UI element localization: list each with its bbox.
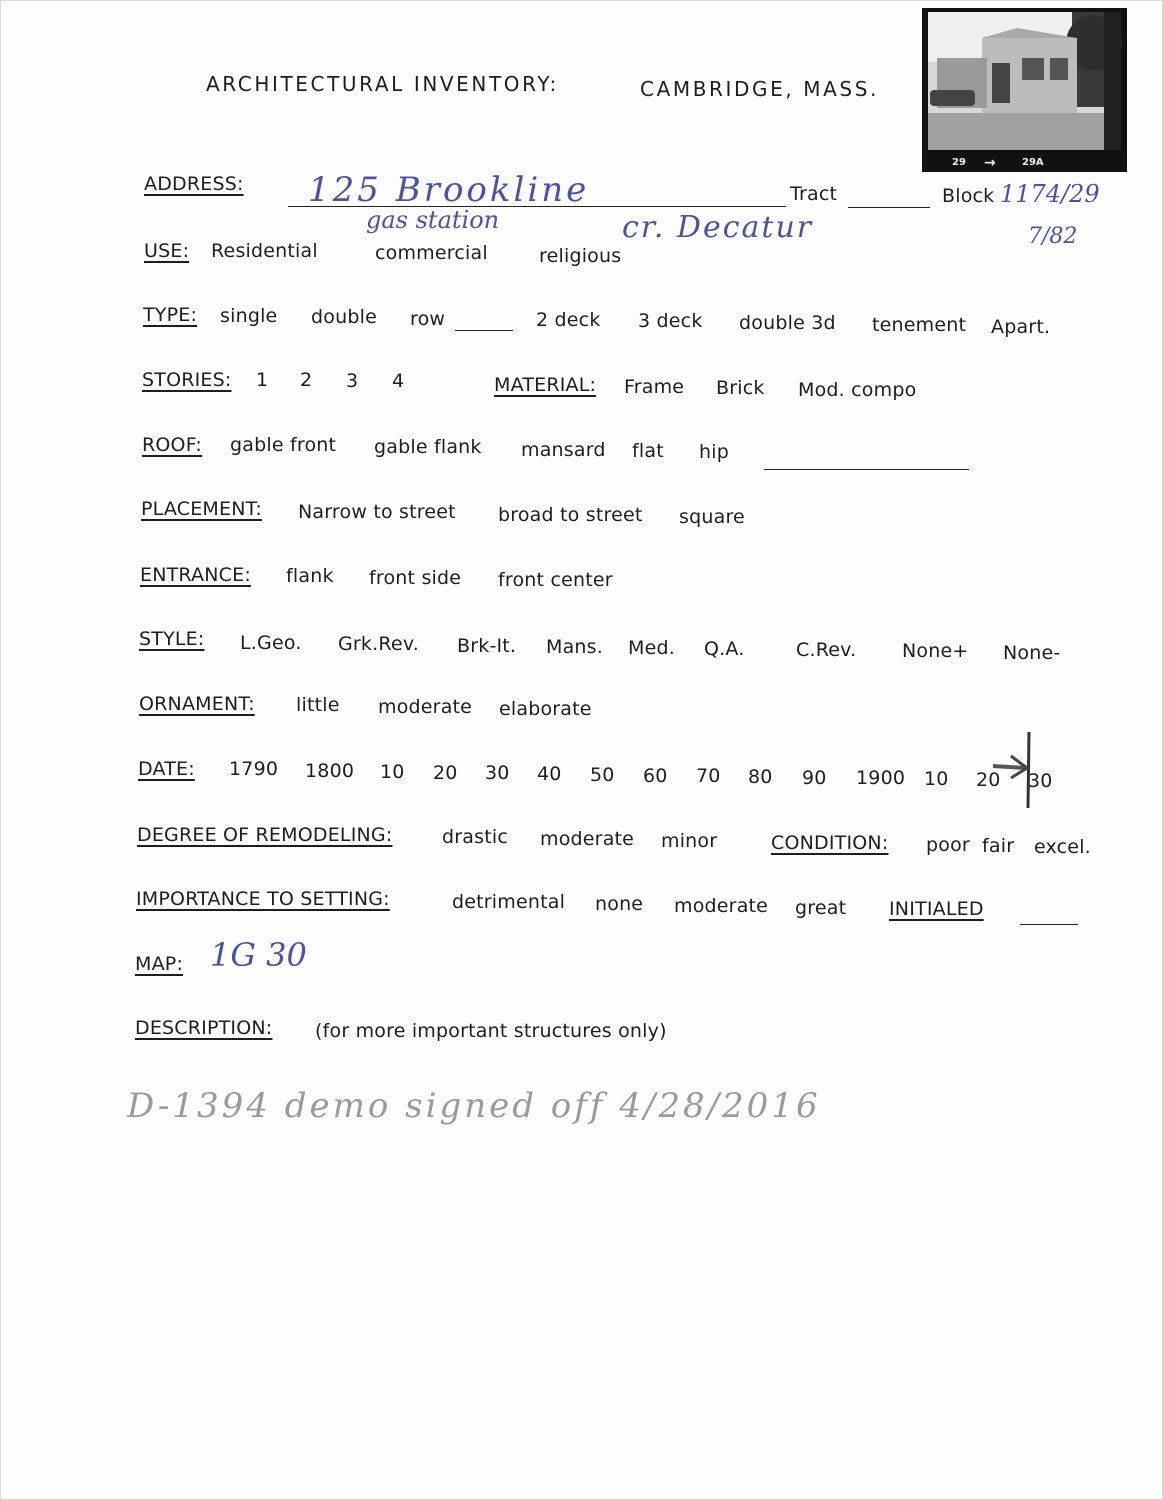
- date-option-80: 80: [748, 766, 773, 788]
- tract-line: [848, 207, 930, 208]
- entrance-option-front-side: front side: [369, 567, 462, 589]
- stories-option-2: 2: [300, 369, 313, 391]
- style-option-none-minus: None-: [1003, 642, 1061, 664]
- date-option-90: 90: [802, 767, 827, 789]
- ornament-label: ORNAMENT:: [139, 693, 255, 715]
- date-option-60: 60: [643, 765, 668, 787]
- style-label: STYLE:: [139, 628, 205, 650]
- date-option-1790: 1790: [229, 758, 279, 780]
- material-option-brick: Brick: [716, 377, 765, 399]
- style-option-none-plus: None+: [902, 640, 969, 662]
- form-title: ARCHITECTURAL INVENTORY:: [206, 72, 559, 96]
- type-option-tenement: tenement: [872, 314, 967, 336]
- use-label: USE:: [144, 240, 190, 262]
- roof-option-gable-flank: gable flank: [374, 436, 482, 458]
- placement-option-broad: broad to street: [498, 504, 643, 526]
- cross-street-note: cr. Decatur: [622, 210, 814, 245]
- description-note: (for more important structures only): [315, 1020, 667, 1042]
- roof-option-mansard: mansard: [521, 439, 606, 461]
- material-label: MATERIAL:: [494, 374, 597, 396]
- roof-option-flat: flat: [632, 440, 664, 462]
- remodeling-option-moderate: moderate: [540, 828, 635, 850]
- style-option-mans: Mans.: [546, 636, 604, 658]
- stories-label: STORIES:: [142, 369, 232, 391]
- type-option-single: single: [220, 305, 278, 327]
- style-option-grk-rev: Grk.Rev.: [338, 633, 420, 655]
- map-value: 1G 30: [210, 936, 307, 974]
- date-option-40: 40: [537, 763, 562, 785]
- initialed-line: [1020, 924, 1078, 925]
- type-option-apart: Apart.: [991, 316, 1051, 338]
- condition-label: CONDITION:: [771, 832, 889, 854]
- roof-other-line: [764, 469, 969, 470]
- placement-option-narrow: Narrow to street: [298, 501, 456, 523]
- date-option-1900: 1900: [856, 767, 906, 789]
- address-value: 125 Brookline: [308, 170, 590, 210]
- date-arrow-mark-icon: [985, 728, 1045, 810]
- use-handwritten-note: gas station: [366, 206, 500, 234]
- form-place: CAMBRIDGE, MASS.: [640, 77, 879, 101]
- placement-label: PLACEMENT:: [141, 498, 262, 520]
- roof-option-hip: hip: [699, 441, 729, 463]
- ornament-option-moderate: moderate: [378, 696, 473, 718]
- block-label: Block: [942, 185, 995, 207]
- remodeling-label: DEGREE OF REMODELING:: [137, 824, 393, 846]
- description-label: DESCRIPTION:: [135, 1017, 273, 1039]
- importance-option-detrimental: detrimental: [452, 891, 566, 913]
- importance-option-great: great: [795, 897, 847, 919]
- stories-option-1: 1: [256, 369, 269, 391]
- condition-option-excel: excel.: [1034, 836, 1091, 858]
- date-label: DATE:: [138, 758, 195, 780]
- address-label: ADDRESS:: [144, 173, 244, 195]
- use-option-religious: religious: [539, 245, 622, 267]
- ornament-option-elaborate: elaborate: [499, 698, 592, 720]
- type-option-double: double: [311, 306, 377, 328]
- building-photo: [922, 8, 1127, 172]
- block-value: 1174/29: [1000, 180, 1100, 208]
- demolition-annotation: D-1394 demo signed off 4/28/2016: [127, 1086, 821, 1126]
- remodeling-option-minor: minor: [661, 830, 718, 852]
- type-label: TYPE:: [143, 304, 198, 326]
- remodeling-option-drastic: drastic: [442, 826, 508, 848]
- placement-option-square: square: [679, 506, 745, 528]
- ornament-option-little: little: [296, 694, 340, 716]
- frame-number-end: 29A: [1022, 157, 1044, 168]
- type-row-blank: [455, 330, 513, 331]
- style-option-med: Med.: [628, 637, 675, 659]
- date-option-50: 50: [590, 764, 615, 786]
- stories-option-3: 3: [346, 370, 359, 392]
- roof-label: ROOF:: [142, 434, 202, 456]
- date-option-1800: 1800: [305, 760, 355, 782]
- date-option-1910: 10: [924, 768, 949, 790]
- tract-label: Tract: [790, 183, 838, 205]
- importance-option-moderate: moderate: [674, 895, 769, 917]
- gas-station-photo-image: [922, 8, 1127, 172]
- condition-option-poor: poor: [926, 834, 970, 856]
- type-option-row: row: [410, 308, 446, 330]
- entrance-option-flank: flank: [286, 565, 334, 587]
- style-option-c-rev: C.Rev.: [796, 639, 857, 661]
- material-option-frame: Frame: [624, 376, 685, 398]
- date-option-70: 70: [696, 765, 721, 787]
- stories-option-4: 4: [392, 370, 405, 392]
- style-option-brk-it: Brk-It.: [457, 635, 517, 657]
- importance-option-none: none: [595, 893, 644, 915]
- initialed-label: INITIALED: [889, 898, 984, 920]
- date-option-20: 20: [433, 762, 458, 784]
- entrance-option-front-center: front center: [498, 569, 613, 591]
- date-option-10: 10: [380, 761, 405, 783]
- frame-arrow-icon: →: [984, 155, 996, 171]
- importance-label: IMPORTANCE TO SETTING:: [136, 888, 390, 910]
- type-option-double-3d: double 3d: [739, 312, 836, 334]
- style-option-l-geo: L.Geo.: [240, 632, 302, 654]
- roof-option-gable-front: gable front: [230, 434, 337, 456]
- date-option-30: 30: [485, 762, 510, 784]
- type-option-3-deck: 3 deck: [638, 310, 703, 332]
- material-option-mod-compo: Mod. compo: [798, 379, 917, 401]
- condition-option-fair: fair: [982, 835, 1015, 857]
- map-label: MAP:: [135, 953, 184, 975]
- use-option-residential: Residential: [211, 240, 318, 262]
- frame-number-start: 29: [952, 157, 966, 168]
- style-option-q-a: Q.A.: [704, 638, 745, 660]
- type-option-2-deck: 2 deck: [536, 309, 601, 331]
- entrance-label: ENTRANCE:: [140, 564, 251, 586]
- block-date: 7/82: [1028, 224, 1078, 249]
- use-option-commercial: commercial: [375, 242, 488, 264]
- date-option-1920: 20: [976, 769, 1001, 791]
- date-option-1930: 30: [1028, 770, 1053, 792]
